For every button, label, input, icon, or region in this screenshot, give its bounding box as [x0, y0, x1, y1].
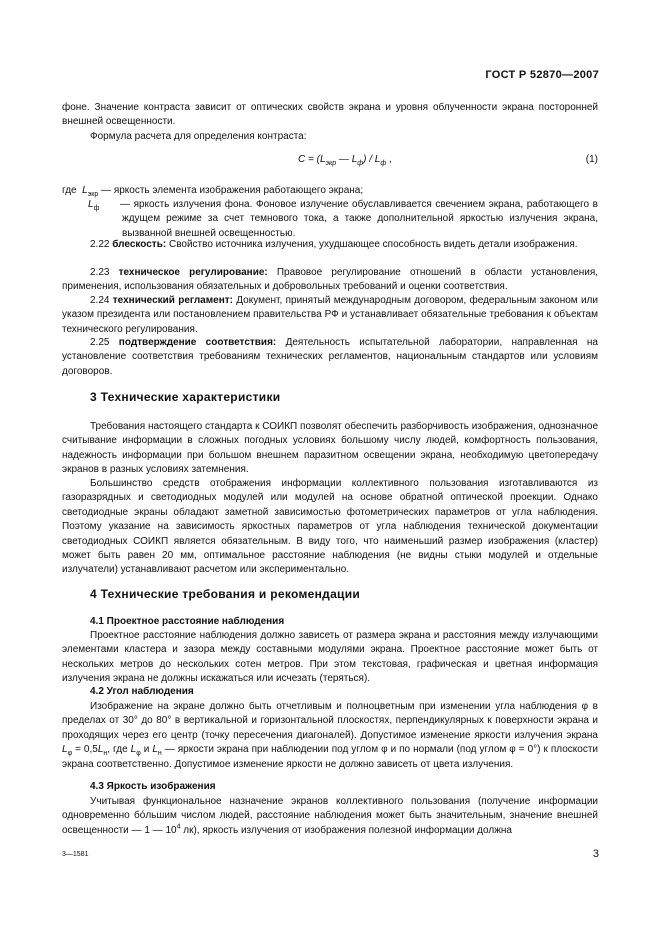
document-header: ГОСТ Р 52870—2007	[485, 69, 599, 81]
term-2-25: 2.25 подтверждение соответствия: Деятельность испытательной лаборатории, направленная на установление соответствия требованиям технических регламентов, национальным стандартов или условиям договоров.	[62, 337, 598, 377]
term-2-23: 2.23 техническое регулирование: Правовое регулирование отношений в области установления, применения, использования обязательных и добровольных требований и оценки соответствия.	[62, 267, 599, 293]
subsection-4-2-heading: 4.2 Угол наблюдения	[90, 686, 194, 697]
section-3-paragraph-2: Большинство средств отображения информации коллективного пользования изготавливаются из газоразрядных и светодиодных модулей или модулей на основе обратной оптической проекции. Однако светодиодные экраны обладают заметной зависимостью фотометрических параметров от угла наблюдения. Поэтому указание на зависимость яркостных параметров от угла наблюдения технической документации светодиодных СОИКП является обязательным. В виду того, что наименьший размер изображения (кластер) может быть равен 20 мм, оптимальное расстояние наблюдения (не видны стыки модулей и отдельные излучатели) устанавливают расчетом или экспериментально.	[62, 478, 598, 576]
definition-1: где $L_{экр}$ — яркость элемента изображения работающего экрана;	[62, 185, 364, 198]
definition-2: $L_ф$ — яркость излучения фона. Фоновое излучение обуславливается свечением экрана, работающего в ждущем режиме за счет темнового тока, а также дополнительной яркостью излучения экрана, вызванной внешней освещенностью.	[88, 199, 598, 239]
page-number: 3	[592, 848, 599, 860]
subsection-4-1-text: Проектное расстояние наблюдения должно зависеть от размера экрана и расстояния между излучающими элементами кластера и зазора между составными модулями экрана. Проектное расстояние может быть от нескольких метров до нескольких сотен метров. При этом текстовая, графическая и цветная информация излучения экрана не должны искажаться или исчезать (теряться).	[62, 630, 598, 685]
intro-paragraph: фоне. Значение контраста зависит от оптических свойств экрана и уровня облученности экрана посторонней внешней освещенности.	[62, 102, 598, 128]
section-3-paragraph-1: Требования настоящего стандарта к СОИКП позволят обеспечить разборчивость изображения, однозначное считывание информации в сложных погодных условиях большому числу людей, комфортность пользования, надежность информации при большом внешнем паразитном освещении экрана, необходимую цветопередачу экранов в разных условиях затемнения.	[62, 421, 598, 476]
subsection-4-3-text: Учитывая функциональное назначение экранов коллективного пользования (получение информации одновременно бо́льшим числом людей, расстояние наблюдения может быть значительным, значение внешней освещенности — 1 — $10^4$ лк), яркость излучения от изображения полезной информации должна	[62, 796, 598, 836]
contrast-formula: $C = (L_{экр}$ — $L_ф) / L_ф$ ,	[298, 154, 392, 167]
term-2-22: 2.22 блескость: Свойство источника излучения, ухудшающее способность видеть детали изображения.	[90, 239, 578, 250]
subsection-4-3-heading: 4.3 Яркость изображения	[90, 781, 216, 792]
subsection-4-1-heading: 4.1 Проектное расстояние наблюдения	[90, 616, 285, 627]
formula-intro: Формула расчета для определения контраста:	[90, 131, 307, 142]
print-code: 3—1581	[62, 851, 89, 858]
term-2-24: 2.24 технический регламент: Документ, принятый международным договором, федеральным законом или указом президента или постановлением правительства РФ и устанавливает обязательные требования к объектам технического регулирования.	[62, 295, 598, 335]
equation-number: (1)	[585, 154, 598, 165]
subsection-4-2-text: Изображение на экране должно быть отчетливым и полноцветным при изменении угла наблюдения φ в пределах от 30° до 80° в вертикальной и горизонтальной плоскостях, перпендикулярных к поверхности экрана и проходящих через его центр (точку пересечения диагоналей). Допустимое изменение яркости излучения экрана $L_\varphi = 0,5L_н$, где $L_\varphi$ и $L_н$ — яркости экрана при наблюдении под углом φ и по нормали (под углом φ = 0°) к плоскости экрана соответственно. Допустимое изменение яркости не должно зависеть от цвета излучения.	[62, 701, 598, 770]
section-3-heading: 3 Технические характеристики	[90, 390, 281, 404]
section-4-heading: 4 Технические требования и рекомендации	[90, 587, 361, 601]
